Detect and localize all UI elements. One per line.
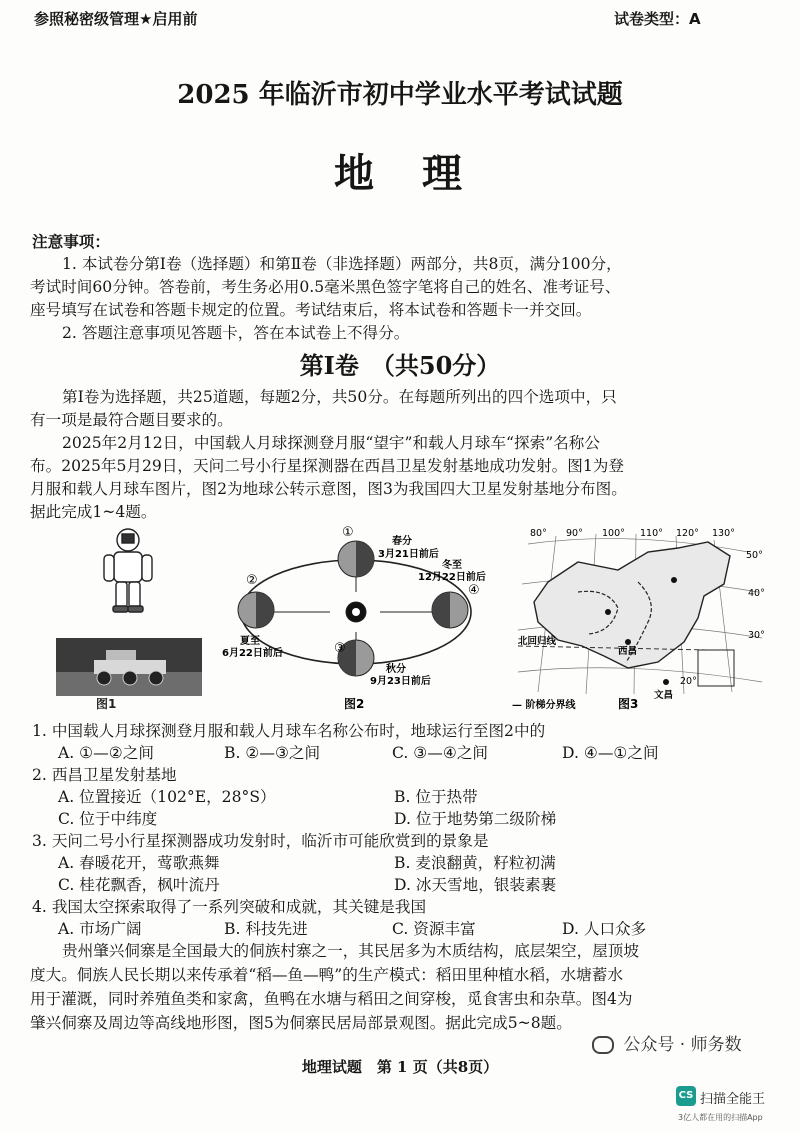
winter-date: 12月22日前后 [418,572,486,583]
lat-30: 30° [748,630,765,641]
wechat-watermark [592,1030,742,1055]
launch-site-xichang [625,639,631,645]
scanner-name: 扫描全能王 [700,1092,766,1107]
material1-line-4: 据此完成1~4题。 [30,503,157,521]
figure-2 [220,522,500,712]
winter-label: 冬至 [442,560,462,571]
earth-revolution-diagram [220,522,500,712]
subject-title: 地 理 [334,150,466,197]
figure-3 [508,522,772,712]
lat-40: 40° [748,588,765,599]
marker-2: ② [246,573,258,588]
summer-date: 6月22日前后 [222,648,283,659]
q3-option-b[interactable]: B. 麦浪翻黄，籽粒初满 [394,854,556,872]
lat-20: 20° [680,676,697,687]
wechat-account-text: 公众号 · 师务数 [623,1035,742,1055]
wenchang-label: 文昌 [654,690,674,701]
q1-option-a[interactable]: A. ①—②之间 [58,744,154,762]
q2-option-b[interactable]: B. 位于热带 [394,788,478,806]
material1-line-2: 布。2025年5月29日，天问二号小行星探测器在西昌卫星发射基地成功发射。图1为登 [30,457,624,475]
material1-line-3: 月服和载人月球车图片，图2为地球公转示意图，图3为我国四大卫星发射基地分布图。 [30,480,627,498]
q1-option-d[interactable]: D. ④—①之间 [562,744,659,762]
summer-label: 夏至 [240,636,260,647]
question-4-stem: 4. 我国太空探索取得了一系列突破和成就，其关键是我国 [32,898,427,916]
material2-line-4: 肇兴侗寨及周边等高线地形图，图5为侗寨民居局部景观图。据此完成5~8题。 [30,1014,572,1032]
earth-summer-icon [238,592,274,628]
notice-line-3: 座号填写在试卷和答题卡规定的位置。考试结束后，将本试卷和答题卡一并交回。 [30,301,592,319]
launch-site-3 [671,577,677,583]
question-2-options-row-2 [58,808,694,830]
figure-3-caption: 图3 [618,697,639,711]
section-title: 第Ⅰ卷 （共50分） [299,351,501,380]
map-legend: — 阶梯分界线 [512,700,576,711]
marker-3: ③ [334,641,346,656]
astronaut-icon [104,529,152,612]
q3-option-c[interactable]: C. 桂花飘香，枫叶流丹 [58,876,220,894]
material1-line-1: 2025年2月12日，中国载人月球探测登月服“望宇”和载人月球车“探索”名称公 [62,434,600,452]
lon-80: 80° [530,528,547,539]
question-3-stem: 3. 天问二号小行星探测器成功发射时，临沂市可能欣赏到的景象是 [32,832,489,850]
question-1-options [58,742,722,764]
question-1-stem: 1. 中国载人月球探测登月服和载人月球车名称公布时，地球运行至图2中的 [32,722,546,740]
q4-option-b[interactable]: B. 科技先进 [224,920,308,938]
figure-1-caption: 图1 [96,697,117,711]
scanner-logo-icon: CS [676,1086,696,1106]
q1-option-c[interactable]: C. ③—④之间 [392,744,489,762]
launch-site-1 [605,609,611,615]
lon-90: 90° [566,528,583,539]
material2-line-2: 度大。侗族人民长期以来传承着“稻—鱼—鸭”的生产模式：稻田里种植水稻，水塘蓄水 [30,966,623,984]
question-2-options-row-1 [58,786,694,808]
astronaut-and-rover-image [56,522,204,712]
notice-line-4: 2. 答题注意事项见答题卡，答在本试卷上不得分。 [62,324,410,342]
paper-type: 试卷类型：A [614,10,701,28]
marker-1: ① [342,525,354,540]
china-launch-sites-map [508,522,772,712]
scanner-subtitle: 3亿人都在用的扫描App [678,1113,763,1122]
q4-option-d[interactable]: D. 人口众多 [562,920,647,938]
q2-option-c[interactable]: C. 位于中纬度 [58,810,158,828]
question-3-options-row-1 [58,852,694,874]
spring-label: 春分 [392,536,412,547]
lon-110: 110° [640,528,663,539]
lon-120: 120° [676,528,699,539]
scanner-badge [676,1084,794,1126]
lon-100: 100° [602,528,625,539]
q3-option-a[interactable]: A. 春暖花开，莺歌燕舞 [58,854,220,872]
figure-1 [56,522,204,712]
material2-line-3: 用于灌溉，同时养殖鱼类和家禽，鱼鸭在水塘与稻田之间穿梭，觅食害虫和杂草。图4为 [30,990,633,1008]
question-3-options-row-2 [58,874,694,896]
wechat-icon [592,1036,614,1054]
xichang-label: 西昌 [618,646,638,657]
material2-line-1: 贵州肇兴侗寨是全国最大的侗族村寨之一，其民居多为木质结构，底层架空，屋顶坡 [62,942,639,960]
tropic-label: 北回归线 [518,636,557,647]
notice-line-2: 考试时间60分钟。答卷前，考生务必用0.5毫米黑色签字笔将自己的姓名、准考证号、 [30,278,621,296]
q3-option-d[interactable]: D. 冰天雪地，银装素裹 [394,876,557,894]
autumn-date: 9月23日前后 [370,676,431,687]
launch-site-wenchang [663,679,669,685]
south-sea-inset [698,650,734,686]
question-2-stem: 2. 西昌卫星发射基地 [32,766,177,784]
page-footer: 地理试题 第 1 页（共8页） [301,1058,499,1076]
question-4-options [58,918,722,940]
earth-spring-icon [338,541,374,577]
section-intro-1: 第Ⅰ卷为选择题，共25道题，每题2分，共50分。在每题所列出的四个选项中，只 [62,388,617,406]
secret-level: 参照秘密级管理★启用前 [34,10,198,28]
q4-option-c[interactable]: C. 资源丰富 [392,920,476,938]
section-intro-2: 有一项是最符合题目要求的。 [30,411,233,429]
marker-4: ④ [468,583,480,598]
notice-heading: 注意事项： [32,232,110,251]
lon-130: 130° [712,528,735,539]
q4-option-a[interactable]: A. 市场广阔 [58,920,142,938]
autumn-label: 秋分 [386,664,406,675]
q2-option-d[interactable]: D. 位于地势第二级阶梯 [394,810,557,828]
q2-option-a[interactable]: A. 位置接近（102°E，28°S） [58,788,276,806]
notice-line-1: 1. 本试卷分第Ⅰ卷（选择题）和第Ⅱ卷（非选择题）两部分，共8页，满分100分， [62,255,622,273]
q1-option-b[interactable]: B. ②—③之间 [224,744,321,762]
spring-date: 3月21日前后 [378,549,439,560]
figure-2-caption: 图2 [344,697,365,711]
earth-winter-icon [432,592,468,628]
lat-50: 50° [746,550,763,561]
exam-title: 2025 年临沂市初中学业水平考试试题 [177,80,623,110]
